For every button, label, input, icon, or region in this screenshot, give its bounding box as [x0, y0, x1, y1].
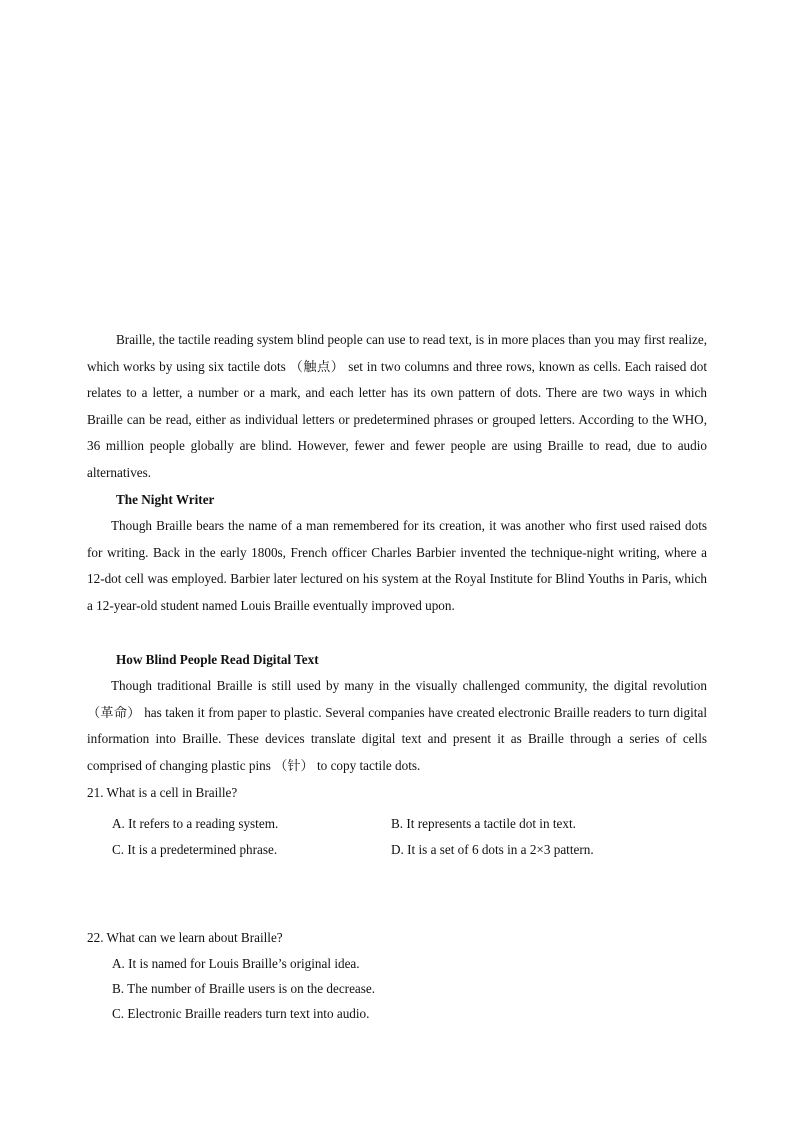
question-21-option-d: D. It is a set of 6 dots in a 2×3 pattern. — [391, 842, 594, 857]
passage-paragraph-2: Though Braille bears the name of a man remembered for its creation, it was another who first used raised dots for writing. Back in the early 1800s, French officer Charles Barbier invented the technique-night writing, where a 12-dot cell was employed. Barbier later lectured on his system at the Royal Institute for Blind Youths in Paris, which a 12-year-old student named Louis Braille eventually improved upon. — [87, 518, 707, 613]
question-22-option-b: B. The number of Braille users is on the decrease. — [112, 981, 376, 996]
question-22-option-a: A. It is named for Louis Braille’s original idea. — [112, 956, 360, 971]
passage-paragraph-3: Though traditional Braille is still used by many in the visually challenged community, the digital revolution （革命） has taken it from paper to plastic. Several companies have created electronic Braille readers to turn digital information into Braille. These devices translate digital text and present it as Braille through a series of cells comprised of changing plastic pins （针） to copy tactile dots. — [87, 678, 707, 773]
question-21-option-a: A. It refers to a reading system. — [112, 816, 279, 831]
section-heading-night-writer: The Night Writer — [116, 492, 215, 507]
question-21-option-c: C. It is a predetermined phrase. — [112, 842, 278, 857]
question-21-option-b: B. It represents a tactile dot in text. — [391, 816, 576, 831]
section-heading-digital-text: How Blind People Read Digital Text — [116, 652, 319, 667]
question-22-stem: 22. What can we learn about Braille? — [87, 930, 283, 945]
question-22-option-c: C. Electronic Braille readers turn text into audio. — [112, 1006, 370, 1021]
passage-paragraph-1: Braille, the tactile reading system blind people can use to read text, is in more places than you may first realize, which works by using six tactile dots （触点） set in two columns and three rows, known as cells. Each raised dot relates to a letter, a number or a mark, and each letter has its own pattern of dots. There are two ways in which Braille can be read, either as individual letters or predetermined phrases or grouped letters. According to the WHO, 36 million people globally are blind. However, fewer and fewer people are using Braille to read, due to audio alternatives. — [87, 332, 707, 480]
question-21-stem: 21. What is a cell in Braille? — [87, 785, 238, 800]
